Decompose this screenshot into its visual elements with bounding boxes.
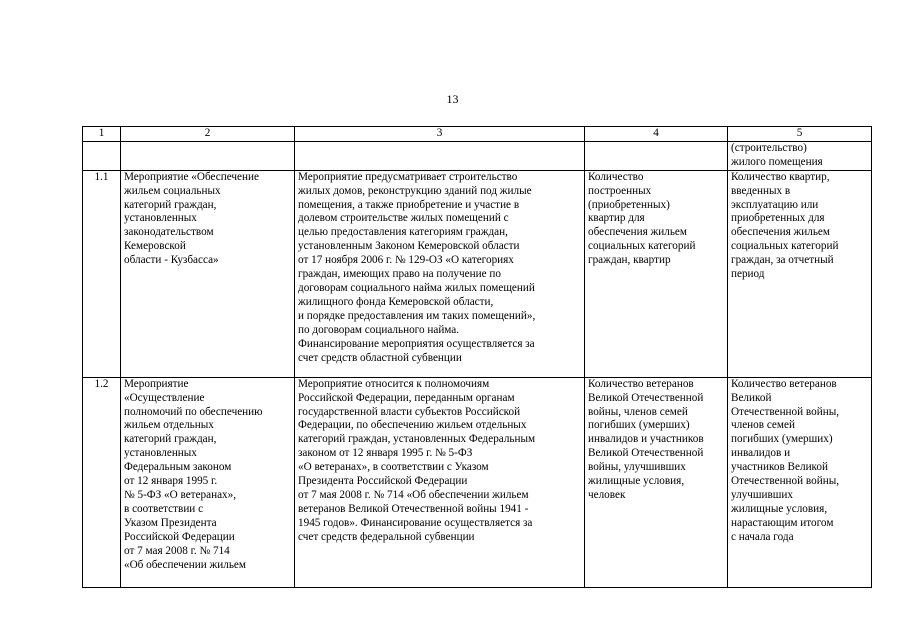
text-line: (приобретенных): [588, 198, 670, 211]
text-line: приобретенных для: [731, 212, 825, 225]
text-line: (строительство): [731, 141, 807, 154]
text-line: «Осуществление: [124, 391, 205, 404]
table-row: [83, 377, 872, 587]
row-number: 1.1: [83, 170, 121, 377]
text-line: Федерации, по обеспечению жильем отдельных: [298, 419, 527, 432]
column-header: 4: [585, 127, 728, 142]
text-line: ветеранов Великой Отечественной войны 1941 -: [298, 502, 529, 515]
text-line: с начала года: [731, 530, 794, 543]
text-line: социальных категорий: [731, 240, 839, 253]
text-line: 1945 годов». Финансирование осуществляется за: [298, 516, 533, 529]
text-line: жилищные условия,: [731, 502, 828, 515]
text-line: Мероприятие «Обеспечение: [124, 170, 259, 183]
text-line: войны, улучшивших: [588, 461, 686, 474]
text-line: Количество квартир,: [731, 170, 830, 183]
text-line: войны, членов семей: [588, 405, 688, 418]
measure-description-cell: [295, 377, 585, 587]
text-line: установленных: [124, 212, 197, 225]
text-line: жилищного фонда Кемеровской области,: [298, 295, 494, 308]
text-line: и порядке предоставления им таких помещений»,: [298, 309, 536, 322]
text-line: Указом Президента: [124, 516, 217, 529]
text-line: от 7 мая 2008 г. № 714 «Об обеспечении жильем: [298, 488, 529, 501]
text-line: Президента Российской Федерации: [298, 475, 468, 488]
text-line: полномочий по обеспечению: [124, 405, 263, 418]
text-line: погибших (умерших): [588, 419, 690, 432]
text-line: «Об обеспечении жильем: [124, 558, 246, 571]
text-line: помещения, а также приобретение и участие в: [298, 198, 520, 211]
continuation-row: [83, 141, 872, 170]
text-line: граждан, имеющих право на получение по: [298, 268, 501, 281]
text-line: Великой Отечественной: [588, 447, 704, 460]
text-line: Мероприятие относится к полномочиям: [298, 377, 490, 390]
indicator-cell: [585, 170, 728, 377]
text-line: Российской Федерации, переданным органам: [298, 391, 515, 404]
text-line: жилых домов, реконструкцию зданий под жилые: [298, 184, 532, 197]
text-line: № 5-ФЗ «О ветеранах»,: [124, 488, 237, 501]
text-line: период: [731, 268, 765, 281]
text-line: человек: [588, 488, 626, 501]
text-line: жильем социальных: [124, 184, 221, 197]
column-header: 2: [121, 127, 295, 142]
row-number: 1.2: [83, 377, 121, 587]
text-line: целью предоставления категориям граждан,: [298, 226, 508, 239]
text-line: квартир для: [588, 212, 645, 225]
text-line: установленным Законом Кемеровской области: [298, 240, 520, 253]
text-line: долевом строительстве жилых помещений с: [298, 212, 509, 225]
text-line: жилого помещения: [731, 155, 823, 168]
text-line: Количество: [588, 170, 644, 183]
text-line: социальных категорий: [588, 240, 696, 253]
text-line: Великой Отечественной: [588, 391, 704, 404]
text-line: построенных: [588, 184, 652, 197]
text-line: Российской Федерации: [124, 530, 235, 543]
column-header: 3: [295, 127, 585, 142]
text-line: жилищные условия,: [588, 475, 685, 488]
indicator-cell: [585, 377, 728, 587]
text-line: граждан, за отчетный: [731, 254, 834, 267]
text-line: счет средств федеральной субвенции: [298, 530, 475, 543]
text-line: Количество ветеранов: [731, 377, 837, 390]
text-line: граждан, квартир: [588, 254, 671, 267]
text-line: Отечественной войны,: [731, 405, 840, 418]
measures-table: [82, 126, 872, 588]
text-line: законом от 12 января 1995 г. № 5-ФЗ: [298, 447, 473, 460]
text-line: области - Кузбасса»: [124, 254, 219, 267]
text-line: Финансирование мероприятия осуществляется за: [298, 337, 535, 350]
text-line: Количество ветеранов: [588, 377, 694, 390]
text-line: жильем отдельных: [124, 419, 214, 432]
text-line: нарастающим итогом: [731, 516, 834, 529]
text-line: погибших (умерших): [731, 433, 833, 446]
measure-description-cell: [295, 170, 585, 377]
page-number: 13: [446, 92, 459, 106]
text-line: счет средств областной субвенции: [298, 351, 462, 364]
text-line: эксплуатацию или: [731, 198, 819, 211]
text-line: от 17 ноября 2006 г. № 129-ОЗ «О категориях: [298, 254, 514, 267]
text-line: государственной власти субъектов Российской: [298, 405, 521, 418]
indicator-method-cell: [728, 170, 872, 377]
measure-name-cell: [121, 170, 295, 377]
measure-name-cell: [121, 377, 295, 587]
text-line: Отечественной войны,: [731, 475, 840, 488]
text-line: Федеральным законом: [124, 461, 232, 474]
text-line: участников Великой: [731, 461, 828, 474]
text-line: обеспечения жильем: [731, 226, 830, 239]
text-line: от 12 января 1995 г.: [124, 475, 218, 488]
text-line: по договорам социального найма.: [298, 323, 460, 336]
text-line: Мероприятие предусматривает строительство: [298, 170, 518, 183]
text-line: Великой: [731, 391, 772, 404]
continuation-cell: [728, 141, 872, 170]
text-line: членов семей: [731, 419, 795, 432]
text-line: инвалидов и участников: [588, 433, 704, 446]
text-line: «О ветеранах», в соответствии с Указом: [298, 461, 489, 474]
text-line: от 7 мая 2008 г. № 714: [124, 544, 230, 557]
text-line: категорий граждан,: [124, 198, 217, 211]
text-line: введенных в: [731, 184, 791, 197]
text-line: Кемеровской: [124, 240, 186, 253]
text-line: инвалидов и: [731, 447, 791, 460]
table-header-row: [83, 127, 872, 142]
column-header: 1: [83, 127, 121, 142]
text-line: категорий граждан,: [124, 433, 217, 446]
text-line: улучшивших: [731, 488, 793, 501]
text-line: категорий граждан, установленных Федеральным: [298, 433, 536, 446]
table-row: [83, 170, 872, 377]
text-line: договорам социального найма жилых помещений: [298, 281, 535, 294]
text-line: в соответствии с: [124, 502, 204, 515]
text-line: Мероприятие: [124, 377, 189, 390]
column-header: 5: [728, 127, 872, 142]
text-line: обеспечения жильем: [588, 226, 687, 239]
text-line: законодательством: [124, 226, 214, 239]
text-line: установленных: [124, 447, 197, 460]
indicator-method-cell: [728, 377, 872, 587]
